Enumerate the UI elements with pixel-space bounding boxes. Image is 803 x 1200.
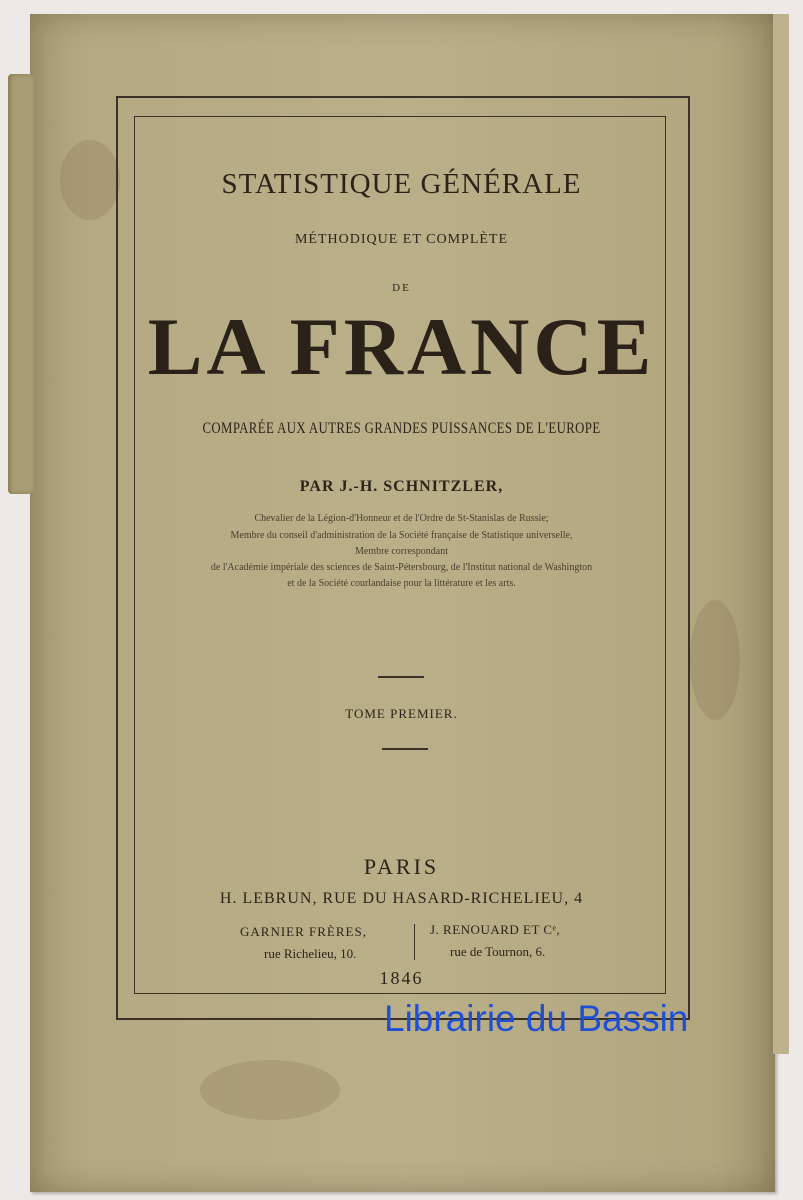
volume-label: TOME PREMIER. [345,706,458,721]
title-line-1: STATISTIQUE GÉNÉRALE [221,168,582,200]
co-publisher-right-address: rue de Tournon, 6. [450,944,546,959]
divider-rule [382,748,428,750]
imprint-city: PARIS [363,854,440,879]
watermark-text: Librairie du Bassin [384,998,689,1039]
title-line-3: DE [392,282,411,294]
main-title: LA FRANCE [147,301,656,392]
publisher-line: H. LEBRUN, RUE DU HASARD-RICHELIEU, 4 [219,890,584,907]
co-publisher-right-name: J. RENOUARD ET Cᵉ, [430,922,561,937]
subtitle: COMPARÉE AUX AUTRES GRANDES PUISSANCES DE L'EUROPE [202,420,601,437]
co-publisher-left-address: rue Richelieu, 10. [264,946,357,961]
paper-stain [690,600,740,720]
publisher-separator [414,924,415,960]
author-credential: de l'Académie impériale des sciences de Saint-Pétersbourg, de l'Institut national de Washington [210,562,593,573]
divider-rule [378,676,424,678]
author-line: PAR J.-H. SCHNITZLER, [299,478,504,495]
co-publisher-left-name: GARNIER FRÈRES, [240,924,367,939]
author-credential: Chevalier de la Légion-d'Honneur et de l'Ordre de St-Stanislas de Russie; [254,513,549,524]
publication-year: 1846 [379,968,424,988]
paper-stain [200,1060,340,1120]
author-credential: et de la Société courlandaise pour la littérature et les arts. [287,578,516,589]
author-credential: Membre correspondant [354,546,449,557]
title-line-2: MÉTHODIQUE ET COMPLÈTE [294,232,509,247]
author-credential: Membre du conseil d'administration de la Société française de Statistique universelle, [230,530,573,541]
